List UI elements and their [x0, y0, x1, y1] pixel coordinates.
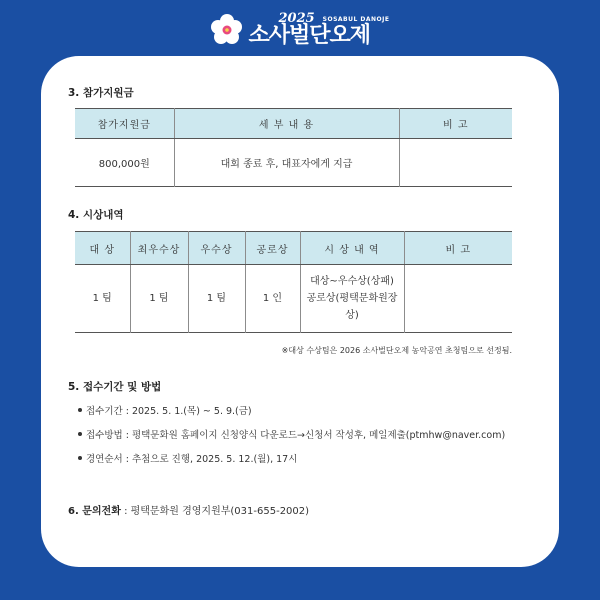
table-row [75, 139, 512, 187]
contact-info [68, 502, 309, 517]
awards-contribution-count: 1 인 [245, 265, 300, 333]
list-item [78, 398, 505, 422]
info-card [41, 56, 559, 567]
awards-header-excellence: 최우수상 [130, 232, 188, 265]
section4-title: 4. 시상내역 [68, 209, 124, 221]
awards-header-merit: 우수상 [188, 232, 245, 265]
application-period: 접수기간 : 2025. 5. 1.(목) ~ 5. 9.(금) [86, 406, 252, 417]
bullet-dot-icon [78, 432, 82, 436]
support-header-detail: 세 부 내 용 [174, 109, 399, 139]
awards-merit-count: 1 팀 [188, 265, 245, 333]
competition-order: 경연순서 : 추첨으로 진행, 2025. 5. 12.(월), 17시 [86, 454, 298, 465]
list-item [78, 422, 505, 446]
awards-header-contribution: 공로상 [245, 232, 300, 265]
section5-title: 5. 접수기간 및 방법 [68, 381, 162, 393]
awards-footnote: ※대상 수상팀은 2026 소사벌단오제 농악공연 초청팀으로 선정됨. [281, 346, 512, 355]
logo-subtitle: SOSABUL DANOJE [322, 15, 390, 23]
header [0, 8, 600, 50]
awards-detail-line2: 공로상(평택문화원장상) [306, 293, 398, 321]
support-amount: 800,000원 [75, 139, 174, 187]
awards-grand-count: 1 팀 [75, 265, 130, 333]
awards-header-detail: 시 상 내 역 [300, 232, 404, 265]
support-detail: 대회 종료 후, 대표자에게 지급 [174, 139, 399, 187]
logo-year: 2025 [278, 10, 315, 26]
contact-label: 6. 문의전화 [68, 506, 121, 517]
logo-title: 소사벌단오제 [248, 22, 370, 48]
awards-header-note: 비 고 [404, 232, 512, 265]
application-list [78, 398, 505, 470]
awards-table-header [75, 232, 512, 265]
support-table-header [75, 109, 512, 139]
bullet-dot-icon [78, 408, 82, 412]
contact-value: : 평택문화원 경영지원부(031-655-2002) [120, 506, 310, 517]
support-header-note: 비 고 [399, 109, 512, 139]
table-row [75, 265, 512, 333]
support-header-amount: 참가지원금 [75, 109, 174, 139]
support-note [399, 139, 512, 187]
awards-table [75, 231, 512, 333]
awards-detail-line1: 대상~우수상(상패) [310, 276, 394, 287]
awards-detail [300, 265, 404, 333]
awards-header-grand: 대 상 [75, 232, 130, 265]
list-item [78, 446, 505, 470]
support-table [75, 108, 512, 187]
section3-title: 3. 참가지원금 [68, 87, 134, 99]
awards-note [404, 265, 512, 333]
flower-logo-icon [210, 12, 244, 46]
awards-excellence-count: 1 팀 [130, 265, 188, 333]
application-method: 접수방법 : 평택문화원 홈페이지 신청양식 다운로드→신청서 작성후, 메일제출(ptmhw@naver.com) [86, 430, 506, 441]
bullet-dot-icon [78, 456, 82, 460]
festival-logo [210, 12, 389, 47]
